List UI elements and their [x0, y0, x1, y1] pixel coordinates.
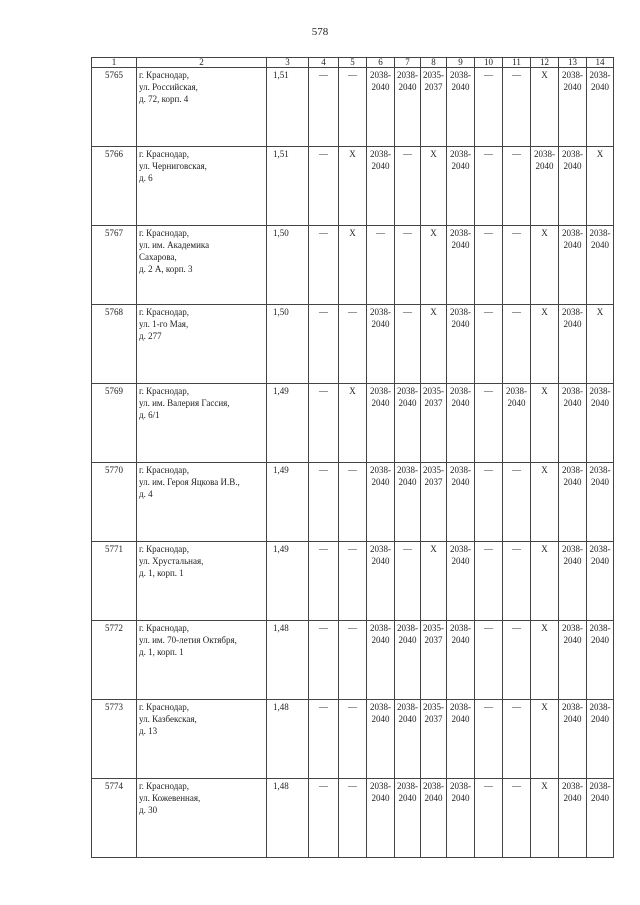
col-8-value: X: [421, 542, 447, 621]
address: г. Краснодар, ул. Кожевенная, д. 30: [137, 779, 267, 858]
col-14-value: 2038- 2040: [587, 226, 614, 305]
record-number: 5768: [92, 305, 137, 384]
col-10-value: —: [475, 463, 503, 542]
col-12-value: 2038- 2040: [531, 147, 559, 226]
col-6-value: 2038- 2040: [367, 147, 395, 226]
column-number: 10: [475, 58, 503, 68]
col-5-value: —: [339, 621, 367, 700]
col-12-value: X: [531, 621, 559, 700]
col-14-value: 2038- 2040: [587, 779, 614, 858]
col-7-value: —: [395, 542, 421, 621]
col-6-value: 2038- 2040: [367, 463, 395, 542]
col-11-value: —: [503, 700, 531, 779]
col-7-value: 2038- 2040: [395, 621, 421, 700]
col-8-value: 2035- 2037: [421, 700, 447, 779]
record-number: 5770: [92, 463, 137, 542]
column-number: 1: [92, 58, 137, 68]
area-value: 1,48: [267, 779, 309, 858]
col-9-value: 2038- 2040: [447, 226, 475, 305]
col-13-value: 2038- 2040: [559, 700, 587, 779]
col-5-value: —: [339, 305, 367, 384]
col-14-value: X: [587, 147, 614, 226]
col-11-value: 2038- 2040: [503, 384, 531, 463]
col-5-value: X: [339, 226, 367, 305]
record-number: 5772: [92, 621, 137, 700]
col-11-value: —: [503, 226, 531, 305]
col-5-value: X: [339, 147, 367, 226]
col-8-value: 2035- 2037: [421, 463, 447, 542]
table-row: [92, 68, 614, 147]
column-number: 7: [395, 58, 421, 68]
record-number: 5769: [92, 384, 137, 463]
column-number: 11: [503, 58, 531, 68]
address: г. Краснодар, ул. им. 70-летия Октября, д. 1, корп. 1: [137, 621, 267, 700]
col-9-value: 2038- 2040: [447, 147, 475, 226]
col-7-value: —: [395, 147, 421, 226]
col-5-value: —: [339, 779, 367, 858]
column-number: 9: [447, 58, 475, 68]
col-10-value: —: [475, 147, 503, 226]
col-13-value: 2038- 2040: [559, 226, 587, 305]
col-8-value: 2035- 2037: [421, 384, 447, 463]
address: г. Краснодар, ул. 1-го Мая, д. 277: [137, 305, 267, 384]
col-13-value: 2038- 2040: [559, 779, 587, 858]
col-9-value: 2038- 2040: [447, 621, 475, 700]
address: г. Краснодар, ул. Хрустальная, д. 1, корп. 1: [137, 542, 267, 621]
area-value: 1,49: [267, 463, 309, 542]
col-9-value: 2038- 2040: [447, 779, 475, 858]
column-number: 2: [137, 58, 267, 68]
address: г. Краснодар, ул. им. Валерия Гассия, д. 6/1: [137, 384, 267, 463]
col-4-value: —: [309, 463, 339, 542]
col-10-value: —: [475, 384, 503, 463]
table-row: [92, 621, 614, 700]
col-7-value: 2038- 2040: [395, 463, 421, 542]
table-body: [92, 68, 614, 858]
col-8-value: 2035- 2037: [421, 621, 447, 700]
col-14-value: 2038- 2040: [587, 621, 614, 700]
col-4-value: —: [309, 226, 339, 305]
column-number: 3: [267, 58, 309, 68]
col-11-value: —: [503, 542, 531, 621]
col-7-value: 2038- 2040: [395, 68, 421, 147]
col-6-value: —: [367, 226, 395, 305]
col-6-value: 2038- 2040: [367, 305, 395, 384]
column-number: 12: [531, 58, 559, 68]
col-11-value: —: [503, 621, 531, 700]
col-12-value: X: [531, 700, 559, 779]
col-12-value: X: [531, 305, 559, 384]
address: г. Краснодар, ул. Черниговская, д. 6: [137, 147, 267, 226]
col-7-value: —: [395, 305, 421, 384]
col-11-value: —: [503, 305, 531, 384]
table-row: [92, 305, 614, 384]
col-13-value: 2038- 2040: [559, 147, 587, 226]
col-4-value: —: [309, 147, 339, 226]
col-4-value: —: [309, 305, 339, 384]
area-value: 1,50: [267, 305, 309, 384]
col-7-value: 2038- 2040: [395, 779, 421, 858]
col-12-value: X: [531, 384, 559, 463]
column-number: 14: [587, 58, 614, 68]
col-8-value: X: [421, 147, 447, 226]
col-9-value: 2038- 2040: [447, 68, 475, 147]
col-12-value: X: [531, 779, 559, 858]
area-value: 1,51: [267, 68, 309, 147]
col-4-value: —: [309, 542, 339, 621]
col-13-value: 2038- 2040: [559, 384, 587, 463]
col-5-value: —: [339, 542, 367, 621]
col-10-value: —: [475, 779, 503, 858]
record-number: 5774: [92, 779, 137, 858]
col-14-value: 2038- 2040: [587, 700, 614, 779]
col-12-value: X: [531, 463, 559, 542]
record-number: 5766: [92, 147, 137, 226]
col-11-value: —: [503, 779, 531, 858]
col-13-value: 2038- 2040: [559, 68, 587, 147]
col-7-value: —: [395, 226, 421, 305]
col-9-value: 2038- 2040: [447, 305, 475, 384]
area-value: 1,49: [267, 542, 309, 621]
col-8-value: 2038- 2040: [421, 779, 447, 858]
col-14-value: 2038- 2040: [587, 68, 614, 147]
address: г. Краснодар, ул. Российская, д. 72, корп. 4: [137, 68, 267, 147]
col-10-value: —: [475, 305, 503, 384]
column-number: 6: [367, 58, 395, 68]
table-row: [92, 384, 614, 463]
col-12-value: X: [531, 226, 559, 305]
column-number: 8: [421, 58, 447, 68]
address: г. Краснодар, ул. им. Героя Яцкова И.В., д. 4: [137, 463, 267, 542]
col-10-value: —: [475, 226, 503, 305]
col-6-value: 2038- 2040: [367, 779, 395, 858]
col-11-value: —: [503, 463, 531, 542]
col-6-value: 2038- 2040: [367, 621, 395, 700]
col-4-value: —: [309, 779, 339, 858]
col-6-value: 2038- 2040: [367, 542, 395, 621]
col-11-value: —: [503, 68, 531, 147]
table-row: [92, 463, 614, 542]
col-14-value: 2038- 2040: [587, 463, 614, 542]
record-number: 5773: [92, 700, 137, 779]
col-6-value: 2038- 2040: [367, 384, 395, 463]
col-9-value: 2038- 2040: [447, 463, 475, 542]
col-12-value: X: [531, 542, 559, 621]
area-value: 1,51: [267, 147, 309, 226]
area-value: 1,50: [267, 226, 309, 305]
col-6-value: 2038- 2040: [367, 68, 395, 147]
col-7-value: 2038- 2040: [395, 384, 421, 463]
table-row: [92, 147, 614, 226]
col-10-value: —: [475, 621, 503, 700]
col-8-value: X: [421, 305, 447, 384]
column-number: 4: [309, 58, 339, 68]
address: г. Краснодар, ул. Казбекская, д. 13: [137, 700, 267, 779]
area-value: 1,48: [267, 621, 309, 700]
col-14-value: 2038- 2040: [587, 384, 614, 463]
col-11-value: —: [503, 147, 531, 226]
col-9-value: 2038- 2040: [447, 542, 475, 621]
col-4-value: —: [309, 68, 339, 147]
col-12-value: X: [531, 68, 559, 147]
col-13-value: 2038- 2040: [559, 305, 587, 384]
col-10-value: —: [475, 542, 503, 621]
col-14-value: 2038- 2040: [587, 542, 614, 621]
area-value: 1,48: [267, 700, 309, 779]
col-9-value: 2038- 2040: [447, 700, 475, 779]
page-number: 578: [311, 26, 329, 38]
record-number: 5767: [92, 226, 137, 305]
col-8-value: X: [421, 226, 447, 305]
col-13-value: 2038- 2040: [559, 542, 587, 621]
col-13-value: 2038- 2040: [559, 621, 587, 700]
col-10-value: —: [475, 700, 503, 779]
area-value: 1,49: [267, 384, 309, 463]
table-row: [92, 542, 614, 621]
col-7-value: 2038- 2040: [395, 700, 421, 779]
col-14-value: X: [587, 305, 614, 384]
col-5-value: —: [339, 463, 367, 542]
col-8-value: 2035- 2037: [421, 68, 447, 147]
column-number: 13: [559, 58, 587, 68]
column-number: 5: [339, 58, 367, 68]
table-row: [92, 226, 614, 305]
record-number: 5765: [92, 68, 137, 147]
col-13-value: 2038- 2040: [559, 463, 587, 542]
housing-registry-table: [91, 57, 614, 858]
col-4-value: —: [309, 621, 339, 700]
col-9-value: 2038- 2040: [447, 384, 475, 463]
col-5-value: X: [339, 384, 367, 463]
col-6-value: 2038- 2040: [367, 700, 395, 779]
col-4-value: —: [309, 700, 339, 779]
column-number-header: [92, 58, 614, 68]
table-row: [92, 779, 614, 858]
col-5-value: —: [339, 68, 367, 147]
col-5-value: —: [339, 700, 367, 779]
table-row: [92, 700, 614, 779]
record-number: 5771: [92, 542, 137, 621]
col-10-value: —: [475, 68, 503, 147]
address: г. Краснодар, ул. им. Академика Сахарова, д. 2 А, корп. 3: [137, 226, 267, 305]
col-4-value: —: [309, 384, 339, 463]
